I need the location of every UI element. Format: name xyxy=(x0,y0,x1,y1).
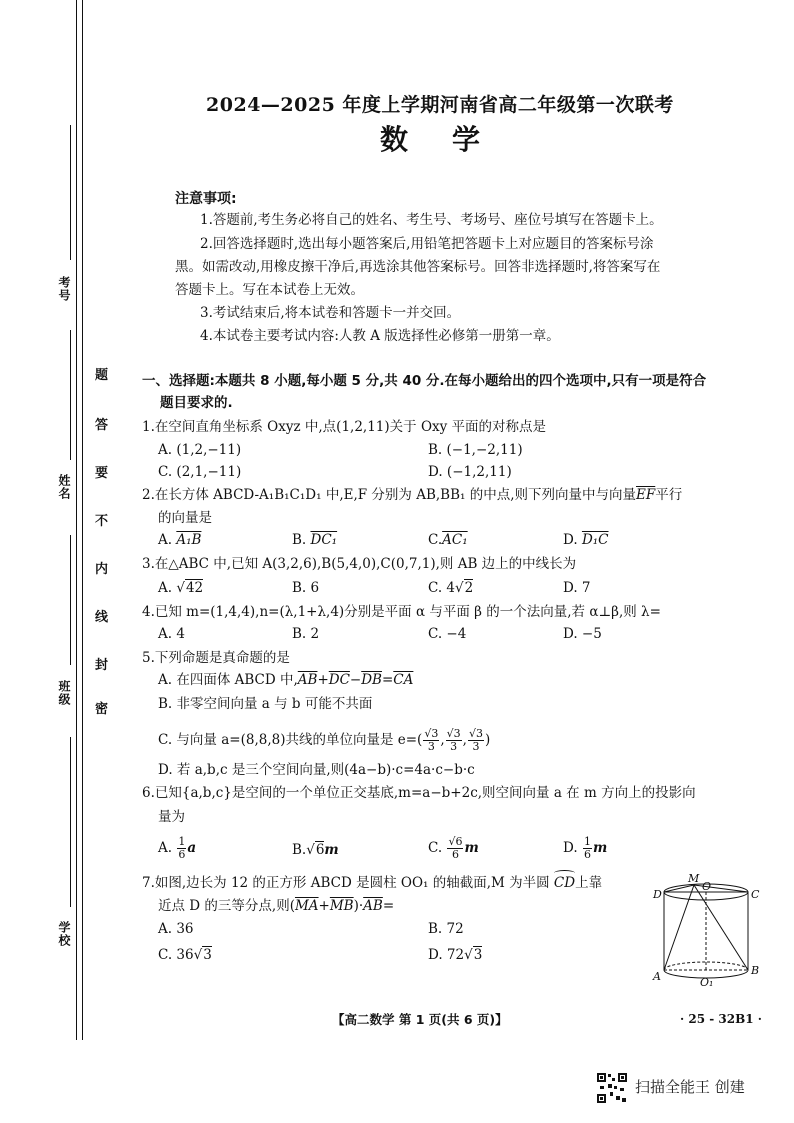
q6-option-b: B.√6m xyxy=(292,842,339,858)
q3-c-radicand: 2 xyxy=(464,580,474,596)
q7-stem-text: 近点 D 的三等分点,则( xyxy=(158,898,295,914)
q5-vector: $\overline{CA}$ xyxy=(393,672,414,688)
q2-option-a xyxy=(158,530,201,550)
field-label-school: 学校 xyxy=(57,921,71,947)
operator: + xyxy=(317,672,329,688)
option-letter: A. xyxy=(158,580,177,596)
notes-heading: 注意事项: xyxy=(175,191,237,207)
option-letter: A. xyxy=(158,532,173,548)
radicand: 3 xyxy=(203,947,212,963)
field-label-id: 考号 xyxy=(57,276,71,302)
q1-stem: 1.在空间直角坐标系 Oxyz 中,点(1,2,11)关于 Oxy 平面的对称点是 xyxy=(142,419,547,435)
q1-option-b: B. (−1,−2,11) xyxy=(428,442,523,458)
seal-char: 线 xyxy=(95,610,109,625)
label-c: C xyxy=(751,888,760,901)
subject-title: 数学 xyxy=(380,123,525,156)
operator: = xyxy=(381,672,394,688)
q2-vector-c: AC₁ xyxy=(442,532,468,548)
scanner-watermark: 扫描全能王 创建 xyxy=(635,1078,745,1096)
q5-vector: $\overline{DB}$ xyxy=(361,672,382,688)
cylinder-figure xyxy=(650,870,765,990)
q3-option-c: C. 4√2 xyxy=(428,580,474,596)
q7-vector: $\overline{AB}$ xyxy=(363,898,383,914)
seal-char: 要 xyxy=(95,466,109,481)
note-line: 2.回答选择题时,选出每小题答案后,用铅笔把答题卡上对应题目的答案标号涂 xyxy=(200,236,654,252)
seal-char: 内 xyxy=(95,562,109,577)
q2-stem xyxy=(142,484,682,506)
q7-stem-line2 xyxy=(158,895,394,917)
q6-stem-line2: 量为 xyxy=(158,809,185,825)
option-text: C. 与向量 a=(8,8,8)共线的单位向量是 e=( xyxy=(158,732,423,748)
section-heading xyxy=(142,370,762,414)
q2-stem-line2: 的向量是 xyxy=(158,510,212,526)
q1-option-d: D. (−1,2,11) xyxy=(428,464,512,480)
denominator: 3 xyxy=(427,740,435,753)
radicand: 3 xyxy=(473,947,483,963)
option-letter: D. 72 xyxy=(428,947,465,963)
q7-stem-tail: 上靠 xyxy=(575,875,603,891)
q6-option-c xyxy=(428,836,479,861)
numerator: √3 xyxy=(468,727,483,740)
label-a: A xyxy=(653,970,661,983)
q6-option-a xyxy=(158,836,196,861)
q2-option-d xyxy=(563,530,609,550)
label-o: O xyxy=(702,880,712,893)
q4-option-c: C. −4 xyxy=(428,626,467,642)
q5-option-c: C. 与向量 a=(8,8,8)共线的单位向量是 e=( $\frac{√3}{3}$ , $\frac{√3}{3}$ , $\frac{√3}{3}$ ) xyxy=(158,727,491,753)
q3-a-radicand: 42 xyxy=(185,580,204,596)
arc-label: CD xyxy=(553,875,576,891)
q1-option-c: C. (2,1,−11) xyxy=(158,464,242,480)
q7-stem-text: 7.如图,边长为 12 的正方形 ABCD 是圆柱 OO₁ 的轴截面,M 为半圆 xyxy=(142,875,550,891)
q2-stem-tail: 平行 xyxy=(655,487,683,503)
option-letter: B. xyxy=(292,842,307,858)
vector-var: a xyxy=(187,840,197,856)
page-footer: 【高二数学 第 1 页(共 6 页)】 xyxy=(332,1012,508,1027)
fraction xyxy=(423,728,439,753)
fraction xyxy=(446,728,462,753)
q2-stem-text: 2.在长方体 ABCD-A₁B₁C₁D₁ 中,E,F 分别为 AB,BB₁ 的中点,则下列向量中与向量 xyxy=(142,487,637,503)
q4-option-a: A. 4 xyxy=(158,626,185,642)
option-letter: D. xyxy=(563,532,578,548)
option-text: A. 在四面体 ABCD 中, xyxy=(158,672,298,688)
q2-vector-ef: $\overline{EF}$ xyxy=(636,487,656,503)
option-letter: D. xyxy=(563,840,578,856)
segment-mb xyxy=(694,885,748,970)
section-heading-line2: 题目要求的. xyxy=(160,395,233,411)
option-letter: B. xyxy=(292,532,307,548)
label-b: B xyxy=(751,964,760,977)
field-line-school xyxy=(70,737,71,907)
q7-vector: $\overline{MA}$ xyxy=(294,898,319,914)
numerator: √3 xyxy=(424,727,439,740)
arc-mark xyxy=(554,870,575,876)
q3-option-b: B. 6 xyxy=(292,580,320,596)
denominator: 3 xyxy=(472,740,480,753)
vector-var: m xyxy=(324,842,339,858)
q5-vector: $\overline{AB}$ xyxy=(297,672,318,688)
seal-char: 密 xyxy=(95,702,109,717)
note-line: 答题卡上。写在本试卷上无效。 xyxy=(175,282,364,298)
q5-vector: $\overline{DC}$ xyxy=(328,672,350,688)
q5-option-a xyxy=(158,670,413,690)
q6-stem: 6.已知{a,b,c}是空间的一个单位正交基底,m=a−b+2c,则空间向量 a 在 m 方向上的投影向 xyxy=(142,785,696,801)
seal-char: 答 xyxy=(95,418,109,433)
radicand: 6 xyxy=(315,842,325,858)
numerator: 1 xyxy=(178,835,186,848)
q7-stem xyxy=(142,872,602,894)
operator: )· xyxy=(353,898,364,914)
binding-line-2 xyxy=(76,0,77,1040)
q7-option-c: C. 36√3 xyxy=(158,947,212,963)
vector-var: m xyxy=(464,840,479,856)
fraction xyxy=(468,728,484,753)
q4-stem: 4.已知 m=(1,4,4),n=(λ,1+λ,4)分别是平面 α 与平面 β 的一个法向量,若 α⊥β,则 λ= xyxy=(142,604,661,620)
option-letter: C. xyxy=(428,532,443,548)
seal-char: 不 xyxy=(95,514,109,529)
q7-arc-cd xyxy=(554,872,575,894)
fraction xyxy=(177,836,186,861)
paren: ) xyxy=(484,732,491,748)
q5-stem: 5.下列命题是真命题的是 xyxy=(142,650,290,666)
q1-option-a: A. (1,2,−11) xyxy=(158,442,242,458)
numerator: √6 xyxy=(448,835,463,848)
denominator: 6 xyxy=(583,848,591,861)
q2-vector-d: D₁C xyxy=(581,532,609,548)
q7-option-b: B. 72 xyxy=(428,921,464,937)
q2-vector-a: A₁B xyxy=(176,532,202,548)
numerator: √3 xyxy=(446,727,461,740)
note-line: 4.本试卷主要考试内容:人教 A 版选择性必修第一册第一章。 xyxy=(200,328,560,344)
field-line-class xyxy=(70,535,71,665)
numerator: 1 xyxy=(583,835,591,848)
option-letter: C. 36 xyxy=(158,947,194,963)
exam-title: 2024—2025 年度上学期河南省高二年级第一次联考 xyxy=(206,94,674,116)
q5-option-d: D. 若 a,b,c 是三个空间向量,则(4a−b)·c=4a·c−b·c xyxy=(158,762,475,778)
denominator: 6 xyxy=(178,848,186,861)
binding-line xyxy=(82,0,83,1040)
section-heading-line1: 一、选择题:本题共 8 小题,每小题 5 分,共 40 分.在每小题给出的四个选项中,只有一项是符合 xyxy=(142,373,707,389)
vector-var: m xyxy=(592,840,608,856)
label-d: D xyxy=(653,888,662,901)
qr-code-icon xyxy=(596,1072,628,1104)
option-letter: C. xyxy=(428,840,443,856)
seal-char: 题 xyxy=(95,368,109,383)
q4-option-b: B. 2 xyxy=(292,626,320,642)
field-label-class: 班级 xyxy=(57,680,71,706)
fraction xyxy=(583,836,592,861)
seal-char: 封 xyxy=(95,658,109,673)
q4-option-d: D. −5 xyxy=(563,626,602,642)
q2-option-b xyxy=(292,530,337,550)
q5-option-b: B. 非零空间向量 a 与 b 可能不共面 xyxy=(158,696,373,712)
operator: + xyxy=(318,898,330,914)
q3-option-d: D. 7 xyxy=(563,580,591,596)
label-m: M xyxy=(688,872,700,885)
denominator: 3 xyxy=(450,740,458,753)
denominator: 6 xyxy=(451,848,459,861)
q2-option-c xyxy=(428,530,468,550)
operator: = xyxy=(382,898,395,914)
note-line: 3.考试结束后,将本试卷和答题卡一并交回。 xyxy=(200,305,461,321)
field-label-name: 姓名 xyxy=(57,474,71,500)
note-line: 1.答题前,考生务必将自己的姓名、考生号、考场号、座位号填写在答题卡上。 xyxy=(200,212,663,228)
label-o1: O₁ xyxy=(700,976,714,989)
field-line-name xyxy=(70,330,71,460)
q6-option-d xyxy=(563,836,607,861)
option-letter: C. 4 xyxy=(428,580,456,596)
option-letter: A. xyxy=(158,840,173,856)
q7-vector: $\overline{MB}$ xyxy=(329,898,354,914)
exam-code: · 25 - 32B1 · xyxy=(680,1012,762,1026)
note-line: 黑。如需改动,用橡皮擦干净后,再选涂其他答案标号。回答非选择题时,将答案写在 xyxy=(175,259,661,275)
operator: − xyxy=(349,672,362,688)
q7-option-d: D. 72√3 xyxy=(428,947,483,963)
q7-option-a: A. 36 xyxy=(158,921,194,937)
field-line-id xyxy=(70,125,71,260)
q2-vector-b: DC₁ xyxy=(310,532,338,548)
q3-option-a: A. √42 xyxy=(158,580,204,596)
fraction xyxy=(447,836,463,861)
q3-stem: 3.在△ABC 中,已知 A(3,2,6),B(5,4,0),C(0,7,1),则 AB 边上的中线长为 xyxy=(142,556,577,572)
